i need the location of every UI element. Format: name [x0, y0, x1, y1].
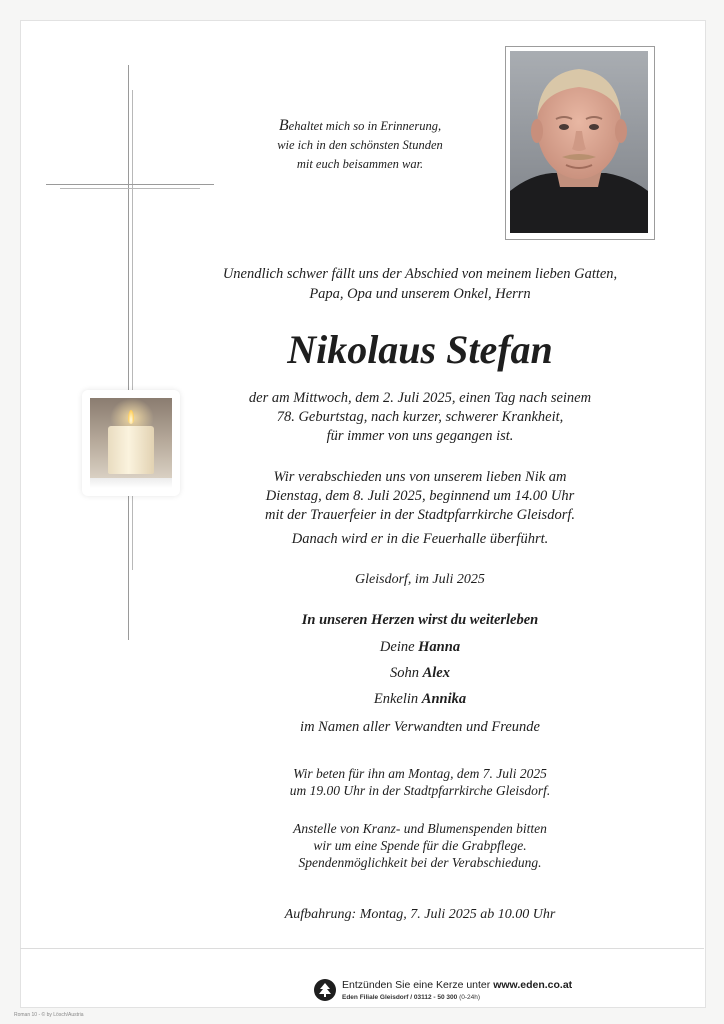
footer-branch-line: [342, 994, 672, 1002]
portrait-photo: [510, 51, 648, 233]
footer-divider: [20, 948, 704, 949]
prayer-notice: [170, 765, 670, 799]
corner-note: Roman 10 - © by Lösch/Austria: [14, 1012, 84, 1018]
eden-logo-icon: [314, 979, 336, 1001]
farewell-line-1: Wir verabschieden uns von unserem lieben Nik am: [273, 469, 567, 485]
heart-line: In unseren Herzen wirst du weiterleben: [301, 612, 539, 628]
quote-line-1: ehaltet mich so in Erinnerung,: [288, 119, 442, 133]
memorial-quote: [230, 116, 490, 174]
death-notice-line-1: der am Mittwoch, dem 2. Juli 2025, einen Tag nach seinem: [248, 390, 592, 406]
death-notice: [170, 389, 670, 446]
deceased-name: Nikolaus Stefan: [287, 327, 553, 372]
footer-candle-text: Entzünden Sie eine Kerze unter: [342, 979, 491, 991]
family-member-name: Hanna: [418, 639, 461, 655]
candle-icon: [108, 426, 154, 474]
farewell-notice: [170, 468, 670, 525]
quote-line-2: wie ich in den schönsten Stunden: [277, 138, 443, 152]
cross-horizontal-line-inner: [60, 188, 200, 189]
farewell-line-2: Dienstag, dem 8. Juli 2025, beginnend um 14.00 Uhr: [265, 488, 575, 504]
intro-line-1: Unendlich schwer fällt uns der Abschied von meinem lieben Gatten,: [222, 266, 618, 282]
footer-separator: /: [410, 994, 413, 1001]
donation-line-3: Spendenmöglichkeit bei der Verabschiedung.: [298, 855, 542, 870]
quote-line-3: mit euch beisammen war.: [296, 157, 424, 171]
candle-scene: [90, 398, 172, 478]
cross-vertical-line: [128, 65, 129, 640]
donation-line-2: wir um eine Spende für die Grabpflege.: [313, 838, 527, 853]
candle-image: [82, 390, 180, 496]
place-date: Gleisdorf, im Juli 2025: [355, 572, 485, 587]
footer-branch: Eden Filiale Gleisdorf: [342, 994, 409, 1001]
lying-in-state: Aufbahrung: Montag, 7. Juli 2025 ab 10.00 Uhr: [284, 907, 556, 922]
family-member-prefix: Deine: [379, 639, 415, 655]
family-member-name: Alex: [422, 665, 450, 681]
donation-notice: [170, 820, 670, 871]
transfer-notice: Danach wird er in die Feuerhalle überführt.: [291, 531, 549, 547]
tree-icon: [314, 979, 336, 1001]
donation-line-1: Anstelle von Kranz- und Blumenspenden bitten: [293, 821, 547, 836]
cross-vertical-line-inner: [132, 90, 133, 570]
intro-text: [170, 264, 670, 304]
intro-line-2: Papa, Opa und unserem Onkel, Herrn: [309, 286, 531, 302]
family-member-prefix: Sohn: [389, 665, 419, 681]
prayer-line-1: Wir beten für ihn am Montag, dem 7. Juli 2025: [293, 766, 547, 781]
footer-website-link[interactable]: www.eden.co.at: [493, 979, 573, 991]
death-notice-line-2: 78. Geburtstag, nach kurzer, schwerer Krankheit,: [276, 409, 564, 425]
quote-initial: B: [278, 117, 289, 134]
family-member: [170, 638, 670, 657]
family-member: [170, 664, 670, 683]
family-member-name: Annika: [421, 691, 467, 707]
family-member-prefix: Enkelin: [373, 691, 419, 707]
footer-hours: (0-24h): [459, 994, 481, 1001]
footer-phone: 03112 - 50 300: [413, 994, 458, 1001]
footer-candle-line: [342, 979, 672, 992]
relatives-line: im Namen aller Verwandten und Freunde: [300, 719, 540, 735]
candle-image-base: [90, 478, 172, 488]
farewell-line-3: mit der Trauerfeier in der Stadtpfarrkirche Gleisdorf.: [265, 507, 575, 523]
death-notice-line-3: für immer von uns gegangen ist.: [326, 428, 514, 444]
family-member: [170, 690, 670, 709]
cross-horizontal-line: [46, 184, 214, 185]
prayer-line-2: um 19.00 Uhr in der Stadtpfarrkirche Gleisdorf.: [289, 783, 551, 798]
portrait-frame: [505, 46, 655, 240]
flame-icon: [128, 410, 134, 424]
portrait-illustration: [510, 51, 648, 233]
